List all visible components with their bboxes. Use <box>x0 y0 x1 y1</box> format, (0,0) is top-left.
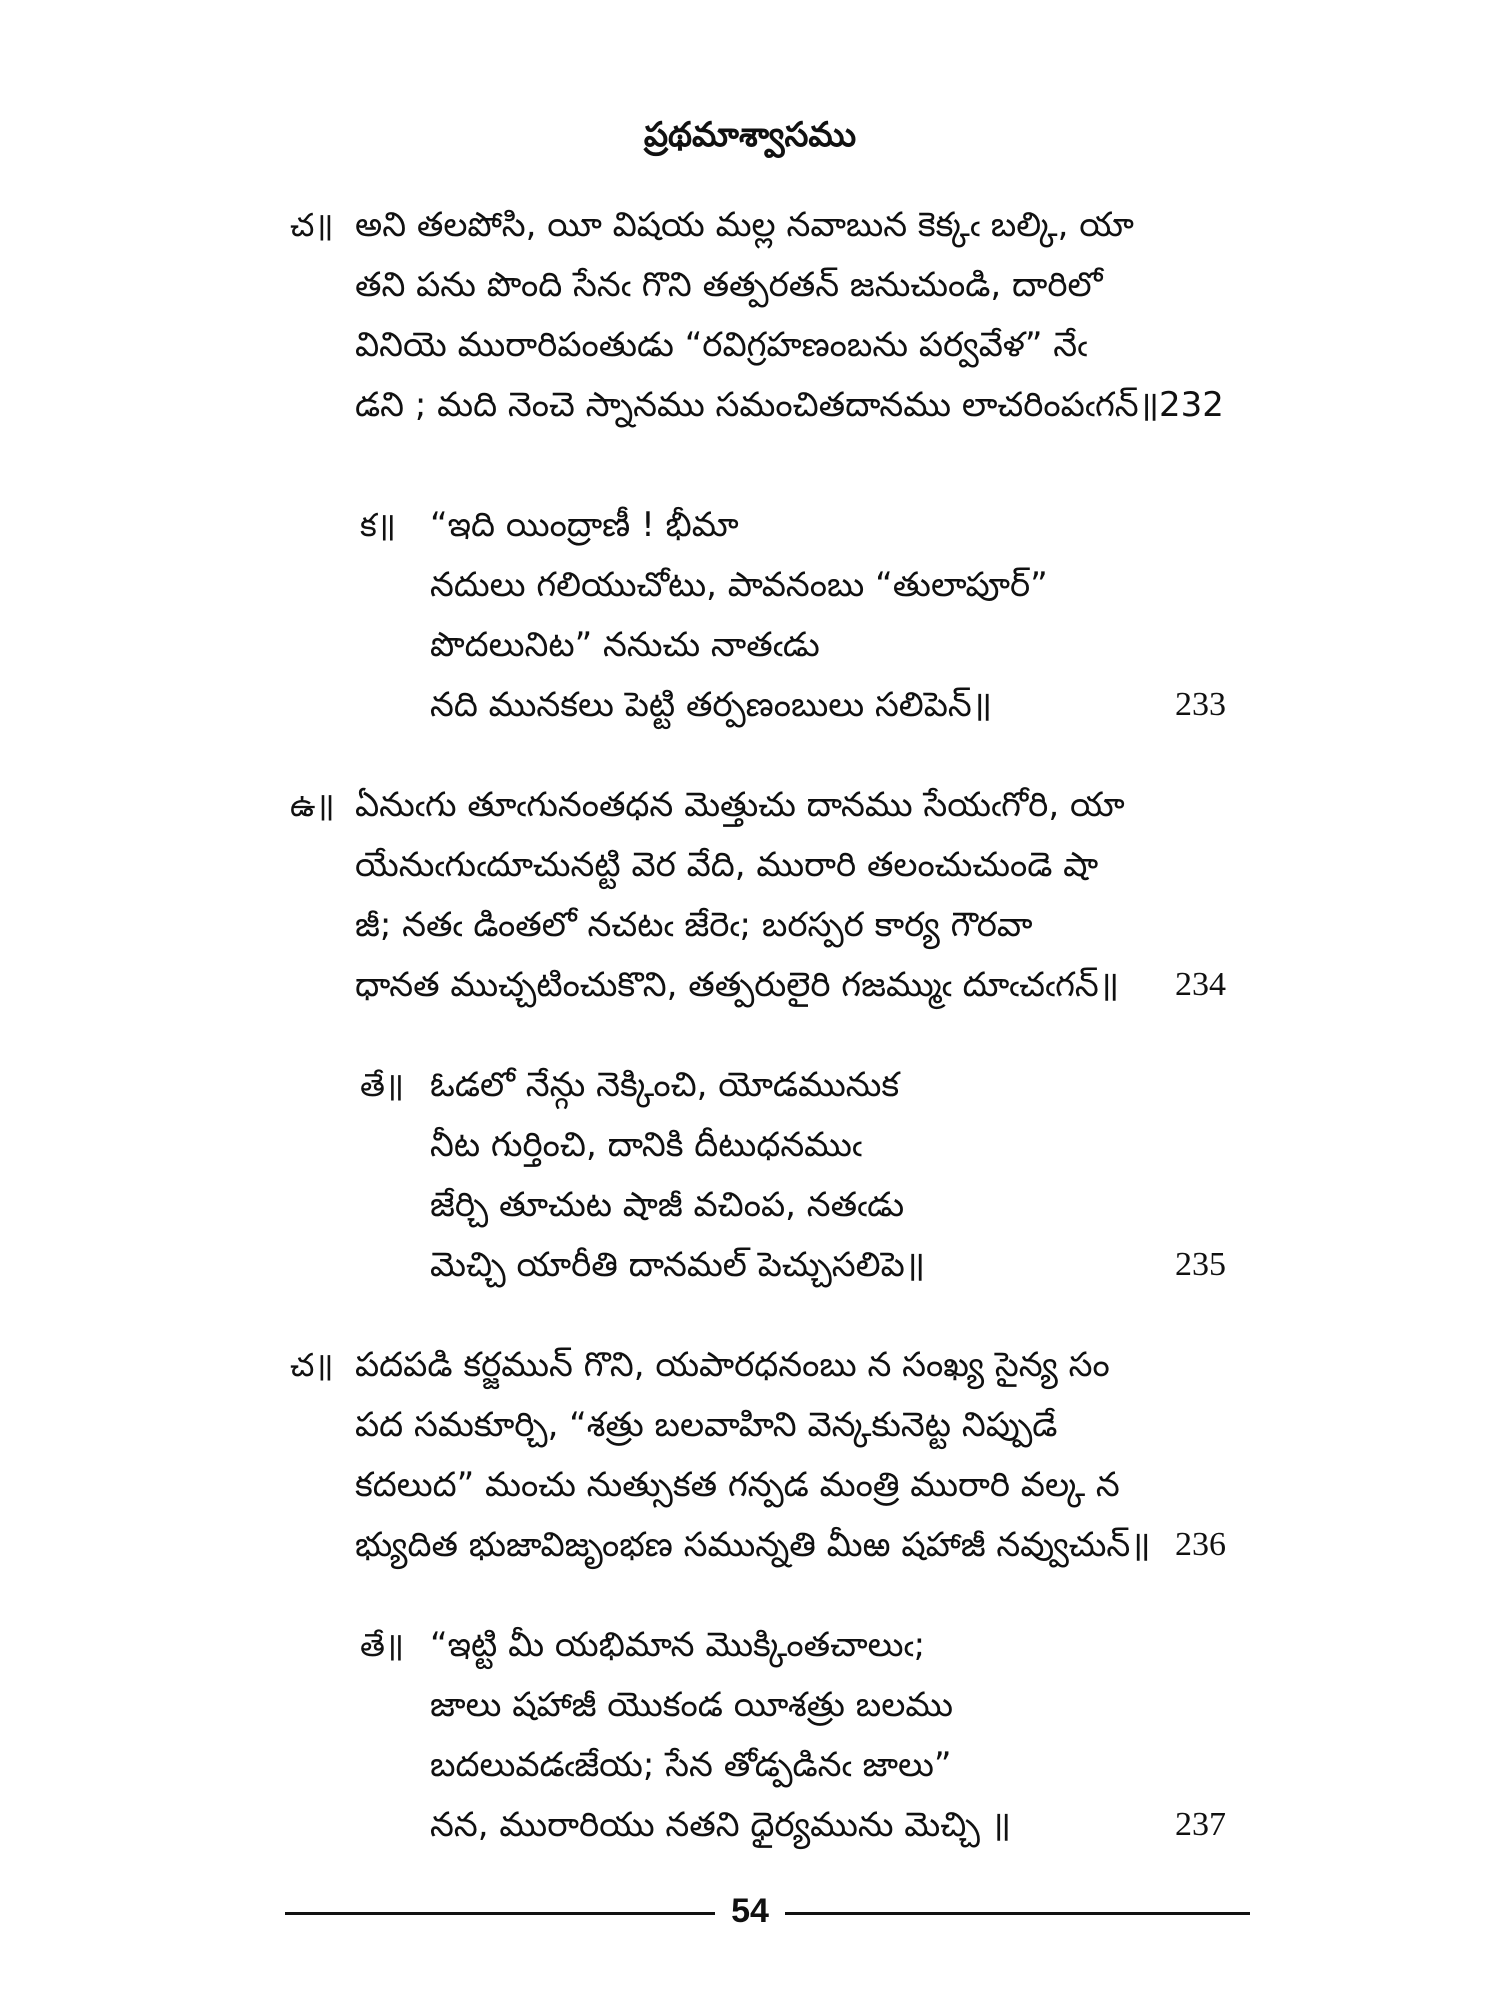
stanza-meter-marker: చ॥ <box>290 1346 334 1384</box>
verse-line: జీ; నతఁ డింతలో నచటఁ జేరెఁ; బరస్పర కార్య గౌరవా <box>355 905 1033 945</box>
verse-line: ఏనుఁగు తూఁగునంతధన మెత్తుచు దానము సేయఁగోరి, యా <box>355 785 1125 825</box>
verse-line: పొదలునిట” ననుచు నాతఁడు <box>430 625 820 665</box>
page-header-title: ప్రథమాశ్వాసము <box>643 115 857 155</box>
footer-rule-left <box>285 1912 715 1915</box>
page-number: 54 <box>731 1892 769 1930</box>
verse-line: నది మునకలు పెట్టి తర్పణంబులు సలిపెన్॥ <box>430 685 993 725</box>
verse-number: 235 <box>1175 1246 1226 1283</box>
verse-line: పదపడి కర్జమున్ గొని, యపారధనంబు న సంఖ్య సైన్య సం <box>355 1345 1110 1385</box>
verse-line: నీట గుర్తించి, దానికి దీటుధనముఁ <box>430 1125 863 1165</box>
verse-number: 237 <box>1175 1806 1226 1843</box>
stanza-meter-marker: తే॥ <box>360 1626 405 1664</box>
stanza-meter-marker: తే॥ <box>360 1066 405 1104</box>
verse-line: నదులు గలియుచోటు, పావనంబు “తులాపూర్” <box>430 565 1048 605</box>
verse-line: అని తలపోసి, యీ విషయ మల్ల నవాబున కెక్కఁ బల్కి, యా <box>355 205 1134 245</box>
verse-line: కదలుద” మంచు నుత్సుకత గన్పడ మంత్రి మురారి వల్క న <box>355 1465 1120 1505</box>
verse-line: బదలువడఁజేయ; సేన తోడ్పడినఁ జాలు” <box>430 1745 952 1785</box>
verse-line: డని ; మది నెంచె స్నానము సమంచితదానము లాచరింపఁగన్॥232 <box>355 385 1224 425</box>
stanza-meter-marker: క॥ <box>360 506 396 544</box>
verse-line: తని పను పొంది సేనఁ గొని తత్పరతన్ జనుచుండి, దారిలో <box>355 265 1103 305</box>
footer-rule-right <box>785 1912 1250 1915</box>
verse-line: నన, మురారియు నతని ధైర్యమును మెచ్చి ॥ <box>430 1805 1012 1845</box>
verse-number: 233 <box>1175 686 1226 723</box>
verse-line: “ఇట్టి మీ యభిమాన మొక్కింతచాలుఁ; <box>430 1625 926 1665</box>
verse-line: జాలు షహాజీ యొకండ యీశత్రు బలము <box>430 1685 954 1725</box>
verse-number: 236 <box>1175 1526 1226 1563</box>
verse-line: యేనుఁగుఁదూచునట్టి వెర వేది, మురారి తలంచుచుండె షా <box>355 845 1099 885</box>
verse-line: భ్యుదిత భుజావిజృంభణ సమున్నతి మీఱ షహాజీ నవ్వుచున్॥ <box>355 1525 1151 1565</box>
verse-line: జేర్చి తూచుట షాజీ వచింప, నతఁడు <box>430 1185 905 1225</box>
verse-line: మెచ్చి యారీతి దానమల్ పెచ్చుసలిపె॥ <box>430 1245 926 1285</box>
verse-line: పద సమకూర్చి, “శత్రు బలవాహిని వెన్కకునెట్ట నిప్పుడే <box>355 1405 1058 1445</box>
verse-number: 234 <box>1175 966 1226 1003</box>
verse-line: ఓడలో నేన్గు నెక్కించి, యోడమునుక <box>430 1065 900 1105</box>
stanza-meter-marker: చ॥ <box>290 206 334 244</box>
verse-line: ధానత ముచ్చటించుకొని, తత్పరులైరి గజమ్ముఁ దూఁచఁగన్॥ <box>355 965 1120 1005</box>
verse-line: వినియె మురారిపంతుడు “రవిగ్రహణంబను పర్వవేళ” నేఁ <box>355 325 1088 365</box>
stanza-meter-marker: ఉ॥ <box>290 786 335 824</box>
verse-line: “ఇది యింద్రాణీ ! భీమా <box>430 505 739 545</box>
